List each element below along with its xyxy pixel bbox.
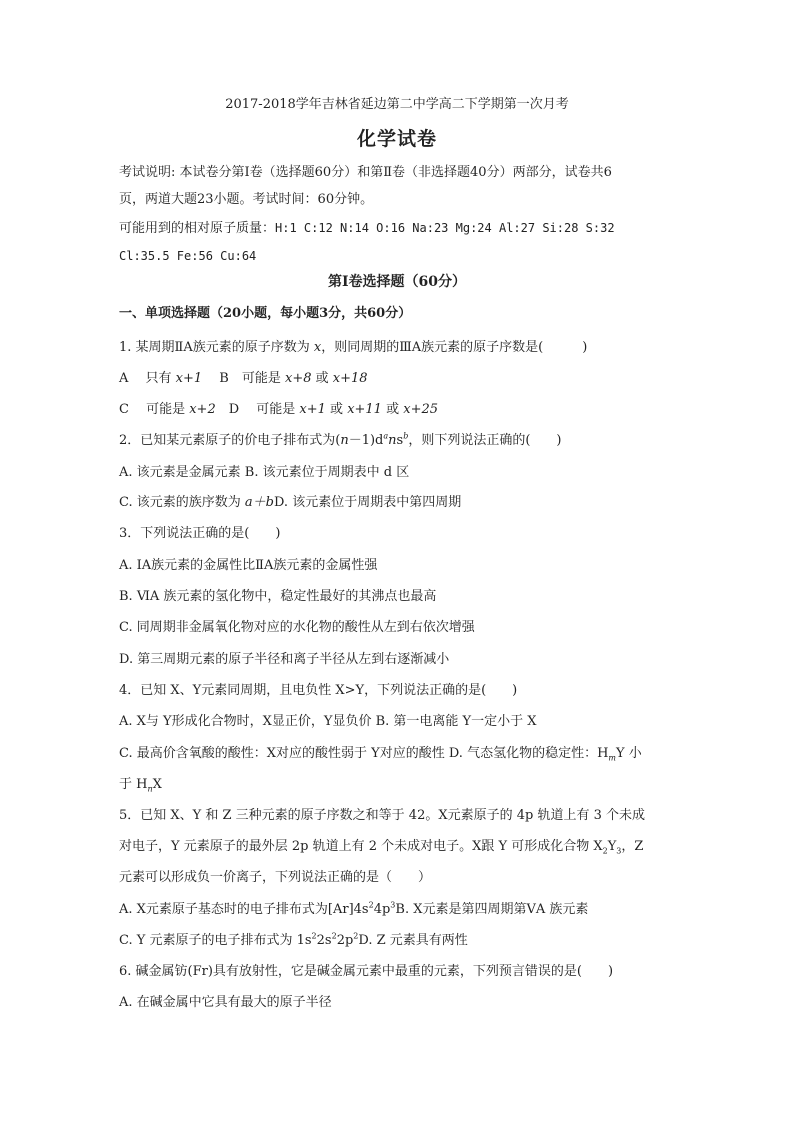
q1-option-b-value-2: x+18 <box>332 371 368 386</box>
question-6-option-a: A. 在碱金属中它具有最大的原子半径 <box>119 995 332 1010</box>
instructions-line-1: 考试说明: 本试卷分第Ⅰ卷（选择题60分）和第Ⅱ卷（非选择题40分）两部分，试卷共6 <box>119 165 612 180</box>
q2-option-c-pre: C. 该元素的族序数为 <box>119 495 245 510</box>
q1-option-b-label: B 可能是 <box>202 371 285 386</box>
question-3-option-c: C. 同周期非金属氧化物对应的水化物的酸性从左到右依次增强 <box>119 620 475 635</box>
q5-option-c-exp-1: 2 <box>311 931 317 941</box>
q2-exponent-b: b <box>403 431 409 441</box>
q5-option-a-exp-1: 2 <box>368 900 374 910</box>
question-5-options-cd <box>119 932 468 950</box>
q2-option-c-expr: a＋b <box>244 495 274 510</box>
q2-option-c-post: D. 该元素位于周期表中第四周期 <box>273 495 462 510</box>
q5-subscript-3: 3 <box>616 846 622 856</box>
q1-option-d-label: D 可能是 <box>215 402 300 417</box>
question-5-stem-1: 5．已知 X、Y 和 Z 三种元素的原子序数之和等于 42。X元素原子的 4p 轨道上有 3 个未成 <box>119 808 645 823</box>
atomic-masses-line-2: Cl:35.5 Fe:56 Cu:64 <box>119 249 257 263</box>
q5-option-c-mid-2: 2p <box>336 933 354 948</box>
q1-option-a-label: A 只有 <box>119 371 176 386</box>
atomic-masses-values: H:1 C:12 N:14 O:16 Na:23 Mg:24 Al:27 Si:28 S:32 <box>275 221 615 235</box>
q5-y: Y <box>607 839 617 854</box>
q1-stem-post: ，则同周期的ⅢA族元素的原子序数是( ) <box>321 340 588 355</box>
instructions-line-2: 页，两道大题23小题。考试时间：60分钟。 <box>119 192 374 207</box>
q1-option-d-or-1: 或 <box>325 402 348 417</box>
atomic-masses-label: 可能用到的相对原子质量： <box>119 221 276 236</box>
question-3-option-b: B. ⅥA 族元素的氢化物中，稳定性最好的其沸点也最高 <box>119 589 437 604</box>
question-4-options-cd <box>119 745 642 763</box>
q1-option-b-or: 或 <box>311 371 333 386</box>
q5-stem-2-post: ，Z <box>621 839 644 854</box>
q5-option-c-mid-1: 2s <box>316 933 332 948</box>
question-6-stem: 6. 碱金属钫(Fr)具有放射性，它是碱金属元素中最重的元素，下列预言错误的是( ) <box>119 964 614 979</box>
section-title: 第Ⅰ卷选择题（60分） <box>327 274 467 290</box>
q5-stem-2-pre: 对电子，Y 元素原子的最外层 2p 轨道上有 2 个未成对电子。X跟 Y 可形成化合物 X <box>119 839 603 854</box>
q1-option-d-value-2: x+11 <box>347 402 382 417</box>
q4-cont-pre: 于 H <box>119 777 148 792</box>
atomic-masses-line-1 <box>119 219 615 238</box>
question-5-stem-3: 元素可以形成负一价离子，下列说法正确的是（ ） <box>119 870 432 885</box>
q2-stem-post: ，则下列说法正确的( ) <box>408 433 562 448</box>
q5-option-c-pre: C. Y 元素原子的电子排布式为 1s <box>119 933 312 948</box>
q5-option-b: B. X元素是第四周期第ⅤA 族元素 <box>395 902 589 917</box>
exam-title: 2017-2018学年吉林省延边第二中学高二下学期第一次月考 <box>225 97 569 112</box>
q2-exponent-a: a <box>383 431 389 441</box>
question-2-options-ab: A. 该元素是金属元素 B. 该元素位于周期表中 d 区 <box>119 465 410 480</box>
q5-option-a-exp-2: 3 <box>390 900 396 910</box>
q2-n: n <box>340 433 349 448</box>
q1-stem-pre: 1. 某周期ⅡA族元素的原子序数为 <box>119 340 314 355</box>
question-1-options-ab <box>119 370 368 388</box>
q5-option-a-mid: 4p <box>373 902 391 917</box>
q1-option-d-value-3: x+25 <box>403 402 439 417</box>
q5-option-d: D. Z 元素具有两性 <box>358 933 468 948</box>
q5-option-c-exp-3: 2 <box>353 931 359 941</box>
question-3-stem: 3．下列说法正确的是( ) <box>119 526 281 541</box>
question-4-stem: 4．已知 X、Y元素同周期，且电负性 X>Y，下列说法正确的是( ) <box>119 683 518 698</box>
q5-subscript-2: 2 <box>602 846 608 856</box>
question-1-stem <box>119 339 587 357</box>
question-3-option-a: A. ⅠA族元素的金属性比ⅡA族元素的金属性强 <box>119 558 378 573</box>
q4-cont-post: X <box>152 777 162 792</box>
q2-stem-pre: 2．已知某元素原子的价电子排布式为( <box>119 433 341 448</box>
question-2-options-cd <box>119 494 461 512</box>
question-5-options-ab <box>119 901 588 919</box>
q4-option-c-pre: C. 最高价含氧酸的酸性：X对应的酸性弱于 Y对应的酸性 D. 气态氢化物的稳定性：H <box>119 746 609 761</box>
q2-mid: －1)d <box>348 433 384 448</box>
q2-s: s <box>396 433 404 448</box>
q5-option-a-pre: A. X元素原子基态时的电子排布式为[Ar]4s <box>119 902 369 917</box>
q1-option-a-value: x+1 <box>175 371 203 386</box>
q4-option-d-post: Y 小 <box>616 746 642 761</box>
question-1-options-cd <box>119 401 438 419</box>
question-2-stem <box>119 432 562 450</box>
q1-variable-x: x <box>313 340 322 355</box>
q4-subscript-n: n <box>147 784 153 794</box>
question-4-options-cd-cont <box>119 776 162 794</box>
q1-option-c-label: C 可能是 <box>119 402 190 417</box>
q1-option-d-or-2: 或 <box>381 402 404 417</box>
part-title: 一、单项选择题（20小题，每小题3分，共60分） <box>119 306 412 321</box>
question-3-option-d: D. 第三周期元素的原子半径和离子半径从左到右逐渐减小 <box>119 652 450 667</box>
subject-title: 化学试卷 <box>356 128 437 150</box>
question-5-stem-2 <box>119 838 643 856</box>
q4-subscript-m: m <box>608 753 617 763</box>
q1-option-c-value: x+2 <box>189 402 216 417</box>
q1-option-d-value-1: x+1 <box>299 402 326 417</box>
q5-option-c-exp-2: 2 <box>331 931 337 941</box>
question-4-options-ab: A. X与 Y形成化合物时，X显正价，Y显负价 B. 第一电离能 Y一定小于 X <box>119 714 537 729</box>
q1-option-b-value-1: x+8 <box>284 371 312 386</box>
q2-n-2: n <box>388 433 397 448</box>
